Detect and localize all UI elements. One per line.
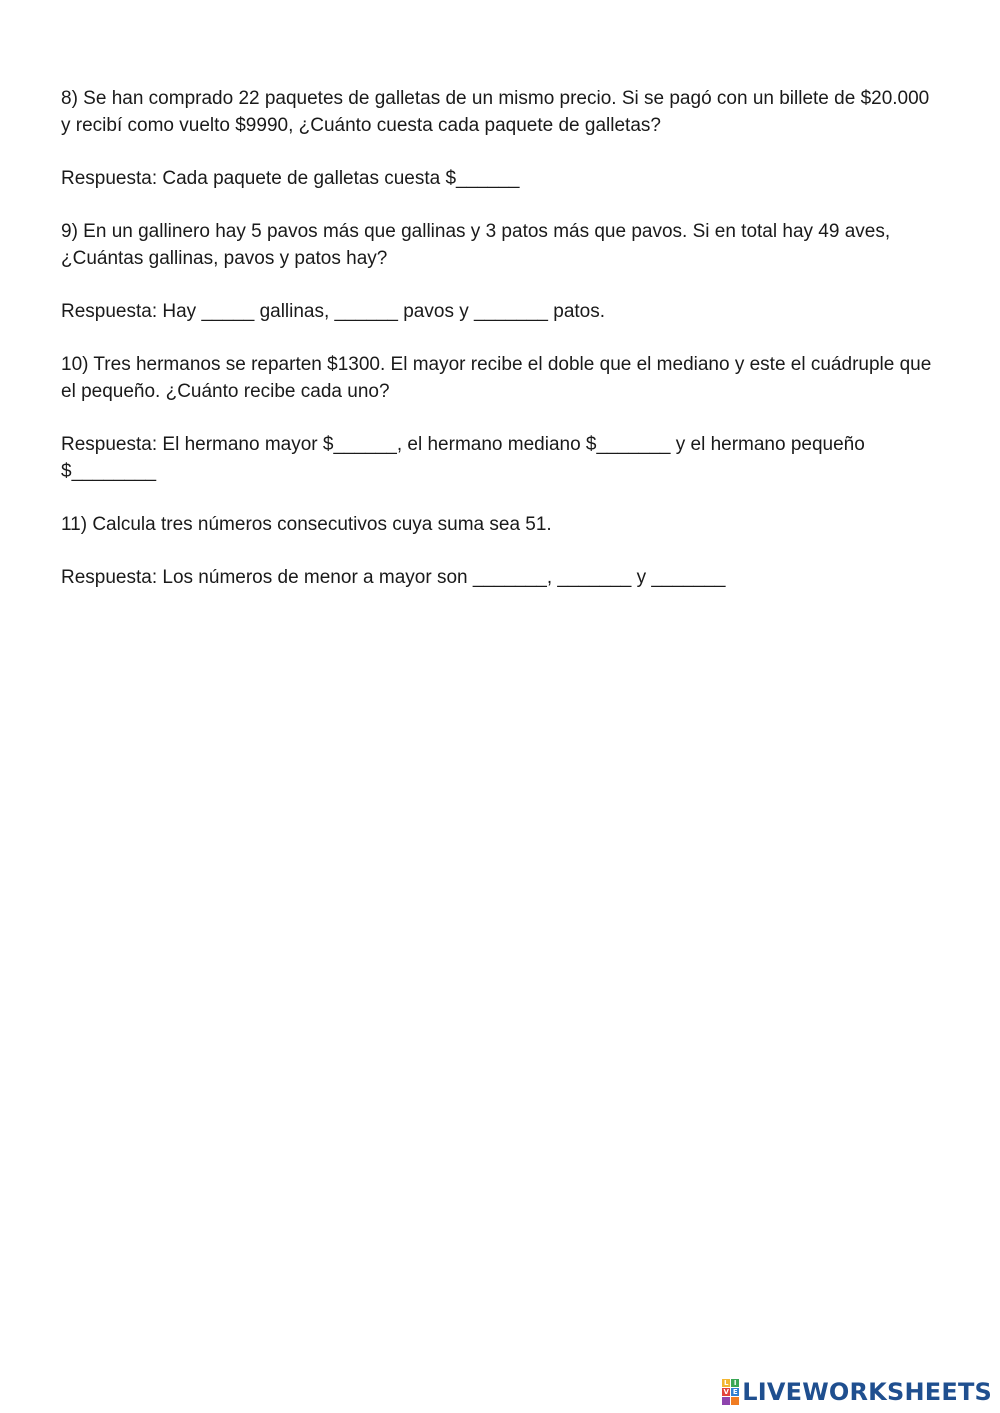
logo-mark-cell: V [723,1388,729,1396]
logo-mark-icon [722,1379,739,1405]
logo-mark-cell: E [732,1388,738,1396]
answer-10: Respuesta: El hermano mayor $______, el hermano mediano $_______ y el hermano pequeño $________ [61,434,871,482]
question-10: 10) Tres hermanos se reparten $1300. El mayor recibe el doble que el mediano y este el cuádruple que el pequeño. ¿Cuánto recibe cada uno? [61,354,937,402]
logo-mark-cell: L [724,1379,729,1387]
answer-11: Respuesta: Los números de menor a mayor son _______, _______ y _______ [61,567,726,588]
logo-mark-cell [722,1397,730,1405]
logo-mark-cell: I [731,1379,739,1387]
answer-8: Respuesta: Cada paquete de galletas cuesta $______ [61,168,520,189]
logo-text: LIVEWORKSHEETS [742,1378,992,1406]
logo-mark-cell [731,1397,739,1405]
question-11: 11) Calcula tres números consecutivos cuya suma sea 51. [61,514,552,535]
worksheet [61,85,941,617]
liveworksheets-logo [722,1375,992,1409]
question-8: 8) Se han comprado 22 paquetes de galletas de un mismo precio. Si se pagó con un billete de $20.000 y recibí como vuelto $9990, ¿Cuánto cuesta cada paquete de galletas? [61,88,935,136]
answer-9: Respuesta: Hay _____ gallinas, ______ pavos y _______ patos. [61,301,606,322]
question-9: 9) En un gallinero hay 5 pavos más que gallinas y 3 patos más que pavos. Si en total hay 49 aves, ¿Cuántas gallinas, pavos y patos hay? [61,221,896,269]
